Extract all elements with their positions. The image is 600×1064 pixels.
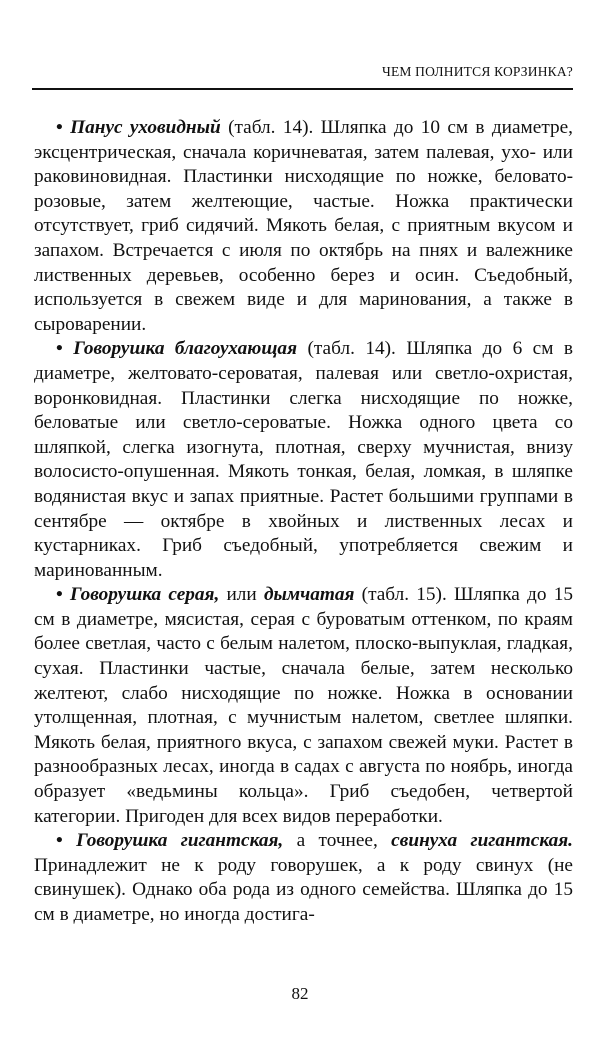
entry-connector: или bbox=[219, 584, 264, 606]
entry-term-alt: свинуха гигантская. bbox=[391, 830, 574, 852]
bullet-mark: • bbox=[56, 117, 63, 138]
entry-term: Панус уховидный bbox=[70, 117, 221, 138]
entry-term-alt: дымчатая bbox=[263, 584, 355, 606]
running-head: ЧЕМ ПОЛНИТСЯ КОРЗИНКА? bbox=[381, 64, 573, 79]
entry-term: Говорушка гигантская, bbox=[76, 830, 284, 852]
bullet-mark: • bbox=[56, 338, 63, 360]
entry-term: Говорушка благоухающая bbox=[73, 338, 298, 360]
body-text bbox=[34, 116, 573, 928]
bullet-mark: • bbox=[56, 830, 63, 852]
entry-text: (табл. 15). Шляпка до 15 см в диаметре, мясистая, серая с буроватым оттенком, по краям более светлая, часто с белым налетом, плоско-выпуклая, гладкая, сухая. Пластинки частые, сначала белые, затем несколько желтеют, слабо нисходящие по ножке. Ножка в основании утолщенная, плотная, с мучнистым налетом, светлее шляпки. Мякоть белая, приятного вкуса, с запахом свежей муки. Растет в разнообразных лесах, иногда в садах с августа по ноябрь, иногда образует «ведьмины кольца». Гриб съедобен, четвертой категории. Пригоден для всех видов переработки. bbox=[34, 584, 573, 827]
bullet-mark: • bbox=[56, 584, 63, 606]
entry-govorushka-seraya bbox=[34, 583, 573, 829]
entry-text: (табл. 14). Шляпка до 10 см в диаметре, эксцентрическая, сначала коричневатая, затем палевая, ухо- или раковиновидная. Пластинки нисходящие по ножке, беловато-розовые, затем желтеющие, частые. Ножка практически отсутствует, гриб сидячий. Мякоть белая, с приятным вкусом и запахом. Встречается с июля по октябрь на пнях и валежнике лиственных деревьев, особенно берез и осин. Съедобный, используется в свежем виде и для маринования, а также в сыроварении. bbox=[34, 117, 573, 335]
page-number: 82 bbox=[291, 984, 309, 1003]
entry-connector: а точнее, bbox=[283, 830, 392, 852]
entry-govorushka-gigantskaya bbox=[34, 829, 573, 927]
entry-term: Говорушка серая, bbox=[69, 584, 220, 606]
entry-govorushka-blagoukhayushchaya bbox=[34, 337, 573, 583]
entry-panus bbox=[34, 116, 573, 337]
entry-text: (табл. 14). Шляпка до 6 см в диаметре, желтовато-сероватая, палевая или светло-охристая, воронковидная. Пластинки слегка нисходящие по ножке, беловатые или светло-сероватые. Ножка одного цвета со шляпкой, слегка изогнута, плотная, сверху мучнистая, внизу волосисто-опушенная. Мякоть тонкая, белая, ломкая, в шляпке водянистая вкус и запах приятные. Растет большими группами в сентябре — октябре в хвойных и лиственных лесах и кустарниках. Гриб съедобный, употребляется свежим и маринованным. bbox=[34, 338, 574, 581]
entry-text: Принадлежит не к роду говорушек, а к роду свинух (не свинушек). Однако оба рода из одного семейства. Шляпка до 15 см в диаметре, но иногда достига- bbox=[34, 854, 573, 925]
header-rule bbox=[32, 88, 573, 90]
